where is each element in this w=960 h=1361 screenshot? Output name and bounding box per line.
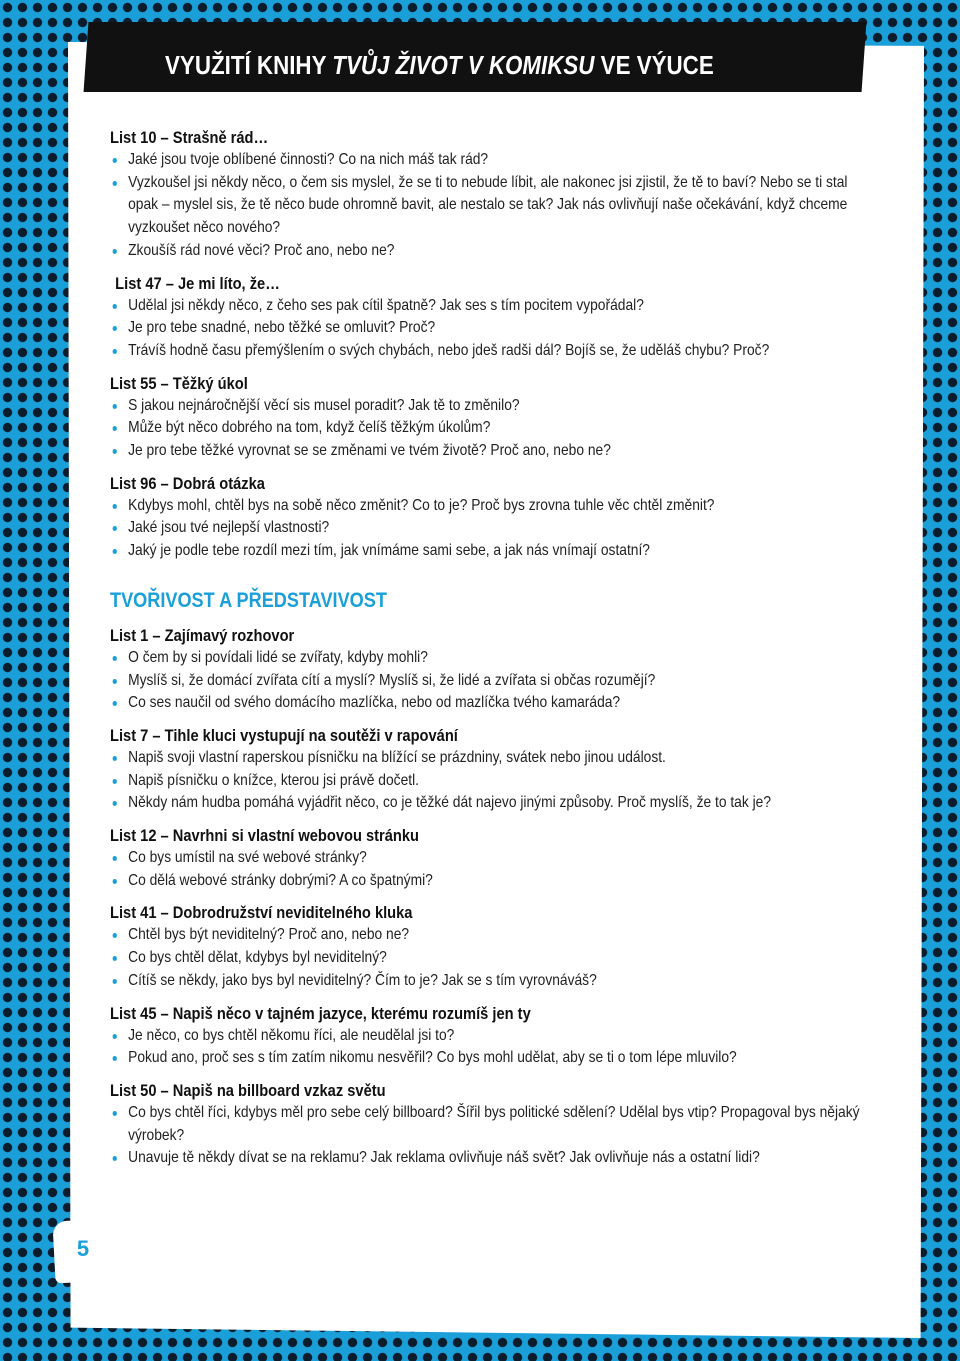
list-heading: List 96 – Dobrá otázka (110, 473, 265, 493)
question-item: Je pro tebe těžké vyrovnat se se změnami ve tvém životě? Proč ano, nebo ne? (110, 440, 869, 463)
list-heading: List 50 – Napiš na billboard vzkaz světu (110, 1080, 386, 1100)
question-item: Co bys chtěl říci, kdybys měl pro sebe celý billboard? Šířil bys politické sdělení? Udělal bys vtip? Propagoval bys nějaký výrobek? (110, 1102, 869, 1147)
question-item: Napiš písničku o knížce, kterou jsi právě dočetl. (110, 770, 869, 793)
question-item: Napiš svoji vlastní raperskou písničku na blížící se prázdniny, svátek nebo jinou událost. (110, 747, 869, 770)
question-item: Co bys chtěl dělat, kdybys byl neviditelný? (110, 947, 869, 970)
question-item: Chtěl bys být neviditelný? Proč ano, nebo ne? (110, 924, 869, 947)
question-list (110, 747, 869, 815)
list-heading: List 55 – Těžký úkol (110, 373, 248, 393)
question-item: Trávíš hodně času přemýšlením o svých chybách, nebo jdeš radši dál? Bojíš se, že uděláš chybu? Proč? (110, 340, 869, 363)
question-item: Unavuje tě někdy dívat se na reklamu? Jak reklama ovlivňuje náš svět? Jak ovlivňuje nás a ostatní lidi? (110, 1147, 869, 1170)
list-heading: List 10 – Strašně rád… (110, 128, 269, 147)
question-list (110, 1102, 869, 1170)
list-heading: List 45 – Napiš něco v tajném jazyce, kterému rozumíš jen ty (110, 1003, 531, 1023)
question-item: Co dělá webové stránky dobrými? A co špatnými? (110, 870, 869, 893)
question-item: Pokud ano, proč ses s tím zatím nikomu nesvěřil? Co bys mohl udělat, aby se ti o tom lépe mluvilo? (110, 1047, 869, 1070)
question-list (110, 847, 869, 892)
list-heading: List 7 – Tihle kluci vystupují na soutěži v rapování (110, 725, 458, 745)
question-item: Cítíš se někdy, jako bys byl neviditelný? Čím to je? Jak se s tím vyrovnáváš? (110, 970, 869, 993)
question-item: Co ses naučil od svého domácího mazlíčka, nebo od mazlíčka tvého kamaráda? (110, 692, 869, 715)
page-number: 5 (76, 1236, 90, 1261)
question-item: Je něco, co bys chtěl někomu říci, ale neudělal jsi to? (110, 1025, 869, 1048)
question-list (110, 924, 869, 992)
question-item: Je pro tebe snadné, nebo těžké se omluvit? Proč? (110, 317, 869, 340)
question-item: Jaký je podle tebe rozdíl mezi tím, jak vnímáme sami sebe, a jak nás vnímají ostatní? (110, 540, 869, 563)
question-item: Jaké jsou tvoje oblíbené činnosti? Co na nich máš tak rád? (110, 149, 869, 172)
question-item: Vyzkoušel jsi někdy něco, o čem sis myslel, že se ti to nebude líbit, ale nakonec jsi zjistil, že tě to baví? Nebo se ti stal opak – myslel sis, že tě něco bude ohromně bavit, ale nestalo se tak? Jak nás ovlivňují naše očekávání, když chceme vyzkoušet něco nového? (110, 172, 869, 240)
question-item: S jakou nejnáročnější věcí sis musel poradit? Jak tě to změnilo? (110, 395, 869, 418)
question-item: Myslíš si, že domácí zvířata cítí a myslí? Myslíš si, že lidé a zvířata si občas rozumějí? (110, 670, 869, 693)
list-heading: List 1 – Zajímavý rozhovor (110, 625, 295, 645)
main-content (110, 126, 870, 1179)
question-item: Co bys umístil na své webové stránky? (110, 847, 869, 870)
list-heading: List 47 – Je mi líto, že… (115, 273, 280, 293)
question-item: Kdybys mohl, chtěl bys na sobě něco změnit? Co to je? Proč bys zrovna tuhle věc chtěl změnit? (110, 495, 869, 518)
question-item: Může být něco dobrého na tom, když čelíš těžkým úkolům? (110, 417, 869, 440)
question-list (110, 295, 869, 363)
question-list (110, 395, 869, 463)
question-item: Udělal jsi někdy něco, z čeho ses pak cítil špatně? Jak ses s tím pocitem vypořádal? (110, 295, 869, 318)
question-item: Někdy nám hudba pomáhá vyjádřit něco, co je těžké dát najevo jinými způsoby. Proč myslíš, že to tak je? (110, 792, 869, 815)
question-list (110, 149, 869, 263)
list-heading: List 41 – Dobrodružství neviditelného kluka (110, 903, 413, 923)
question-list (110, 1025, 869, 1070)
question-list (110, 495, 869, 563)
page-title: VYUŽITÍ KNIHY TVŮJ ŽIVOT V KOMIKSU VE VÝUCE (165, 50, 714, 80)
section-title: TVOŘIVOST A PŘEDSTAVIVOST (110, 588, 387, 612)
question-item: Zkoušíš rád nové věci? Proč ano, nebo ne? (110, 240, 869, 263)
question-list (110, 647, 869, 715)
list-heading: List 12 – Navrhni si vlastní webovou stránku (110, 826, 420, 846)
question-item: O čem by si povídali lidé se zvířaty, kdyby mohli? (110, 647, 869, 670)
question-item: Jaké jsou tvé nejlepší vlastnosti? (110, 517, 869, 540)
